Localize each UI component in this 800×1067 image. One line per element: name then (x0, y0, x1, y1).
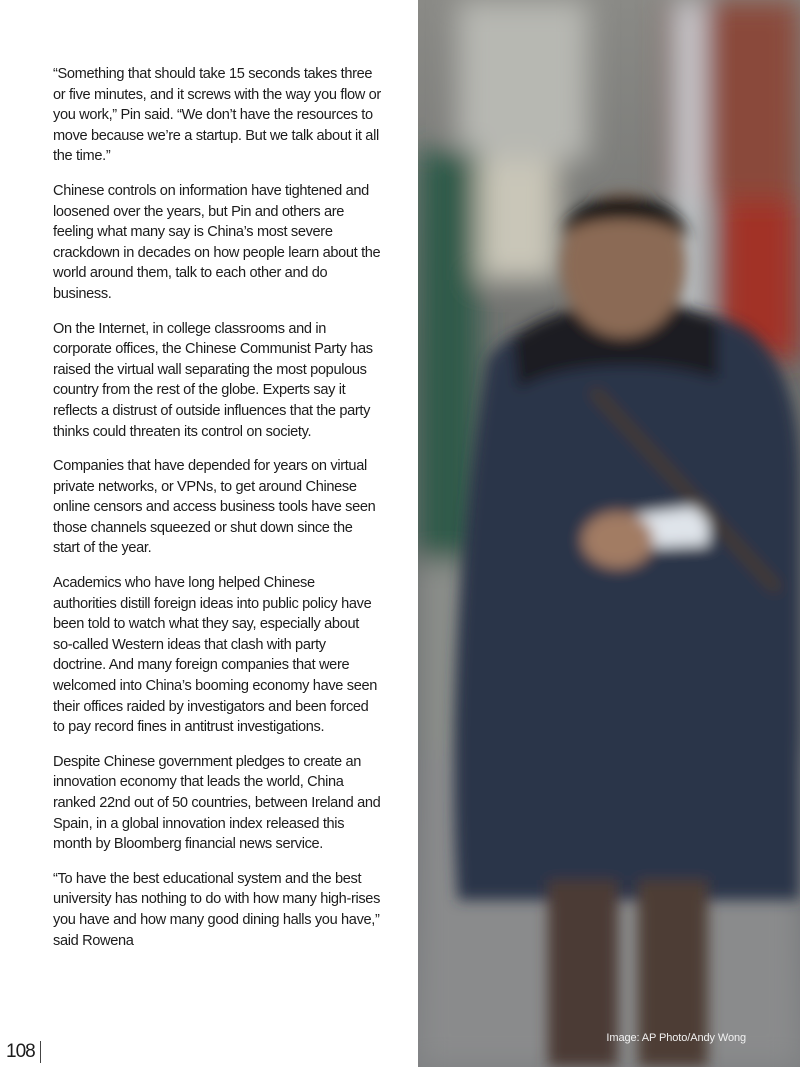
article-paragraph-5: Academics who have long helped Chinese authorities distill foreign ideas into public policy have been told to watch what they say, especially about so-called Western ideas that clash with party doctrine. And many foreign companies that were welcomed into China’s booming economy have seen their offices raided by investigators and been forced to pay record fines in antitrust investigations. (53, 575, 378, 736)
article-body (53, 64, 381, 965)
photo-illustration (418, 0, 800, 1067)
article-paragraph-2: Chinese controls on information have tightened and loosened over the years, but Pin and others are feeling what many say is China’s most severe crackdown in decades on how people learn about the world around them, talk to each other and do business. (53, 182, 381, 302)
article-paragraph-4: Companies that have depended for years on virtual private networks, or VPNs, to get around Chinese online censors and access business tools have seen those channels squeezed or shut down since the start of the year. (53, 458, 376, 557)
photo-credit: Image: AP Photo/Andy Wong (606, 1032, 746, 1044)
article-paragraph-7: “To have the best educational system and the best university has nothing to do with how many high-rises you have and how many good dining halls you have,” said Rowena (53, 870, 381, 949)
blurred-photo-man-with-phone (418, 0, 800, 1067)
article-paragraph-1: “Something that should take 15 seconds takes three or five minutes, and it screws with the way you flow or you work,” Pin said. “We don’t have the resources to move because we’re a startup. But we talk about it all the time.” (53, 66, 381, 165)
page-number: 108 (6, 1041, 41, 1063)
article-paragraph-3: On the Internet, in college classrooms and in corporate offices, the Chinese Communist Party has raised the virtual wall separating the most populous country from the rest of the globe. Experts say it reflects a distrust of outside influences that the party thinks could threaten its control on society. (53, 320, 373, 440)
article-paragraph-6: Despite Chinese government pledges to create an innovation economy that leads the world, China ranked 22nd out of 50 countries, between Ireland and Spain, in a global innovation index released this month by Bloomberg financial news service. (53, 753, 381, 853)
